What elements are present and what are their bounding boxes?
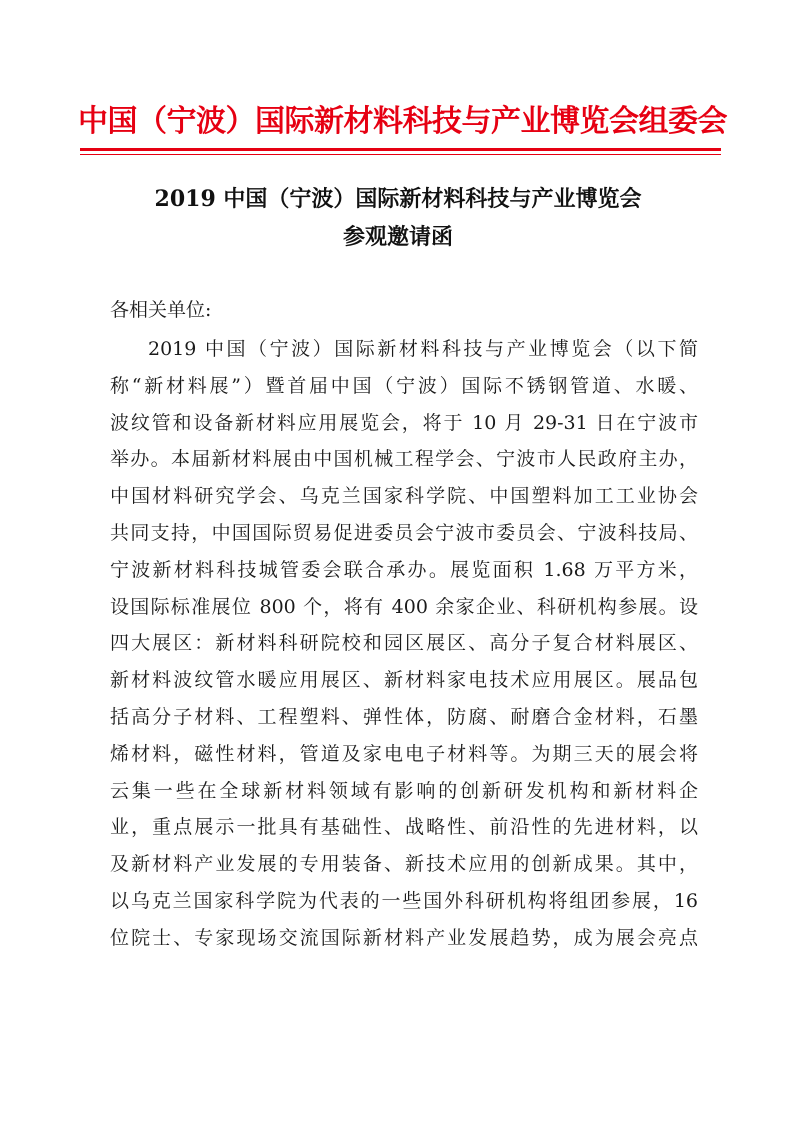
body-line: 位院士、专家现场交流国际新材料产业发展趋势，成为展会亮点: [110, 926, 698, 949]
body-line: 称“新材料展”）暨首届中国（宁波）国际不锈钢管道、水暖、: [110, 374, 698, 397]
body-line: 及新材料产业发展的专用装备、新技术应用的创新成果。其中，: [110, 853, 698, 876]
document-title: [78, 180, 718, 256]
body-line: 云集一些在全球新材料领域有影响的创新研发机构和新材料企: [110, 779, 698, 802]
body-line: 宁波新材料科技城管委会联合承办。展览面积 1.68 万平方米，: [110, 558, 698, 581]
letterhead-divider-thick: [80, 148, 721, 151]
body-line: 共同支持，中国国际贸易促进委员会宁波市委员会、宁波科技局、: [110, 521, 698, 544]
body-line: 烯材料，磁性材料，管道及家电电子材料等。为期三天的展会将: [110, 742, 698, 765]
body-line: 新材料波纹管水暖应用展区、新材料家电技术应用展区。展品包: [110, 669, 698, 692]
body-line: 2019 中国（宁波）国际新材料科技与产业博览会（以下简: [148, 338, 698, 360]
body-line: 波纹管和设备新材料应用展览会，将于 10 月 29-31 日在宁波市: [110, 411, 698, 434]
body-line: 中国材料研究学会、乌克兰国家科学院、中国塑料加工工业协会: [110, 485, 698, 508]
salutation: 各相关单位:: [110, 299, 212, 321]
body-line: 业，重点展示一批具有基础性、战略性、前沿性的先进材料，以: [110, 816, 698, 839]
body-line: 以乌克兰国家科学院为代表的一些国外科研机构将组团参展，16: [110, 889, 698, 912]
body-line: 四大展区：新材料科研院校和园区展区、高分子复合材料展区、: [110, 632, 698, 655]
organizer-letterhead: 中国（宁波）国际新材料科技与产业博览会组委会: [78, 104, 727, 139]
body-line: 举办。本届新材料展由中国机械工程学会、宁波市人民政府主办，: [110, 448, 698, 471]
document-title-line-2: 参观邀请函: [342, 224, 453, 250]
document-title-line-1: 2019 中国（宁波）国际新材料科技与产业博览会: [154, 186, 642, 212]
letterhead-divider-thin: [80, 154, 721, 155]
body-line: 设国际标准展位 800 个，将有 400 余家企业、科研机构参展。设: [110, 595, 698, 618]
body-line: 括高分子材料、工程塑料、弹性体，防腐、耐磨合金材料，石墨: [110, 705, 698, 728]
body-paragraph: [110, 331, 698, 957]
